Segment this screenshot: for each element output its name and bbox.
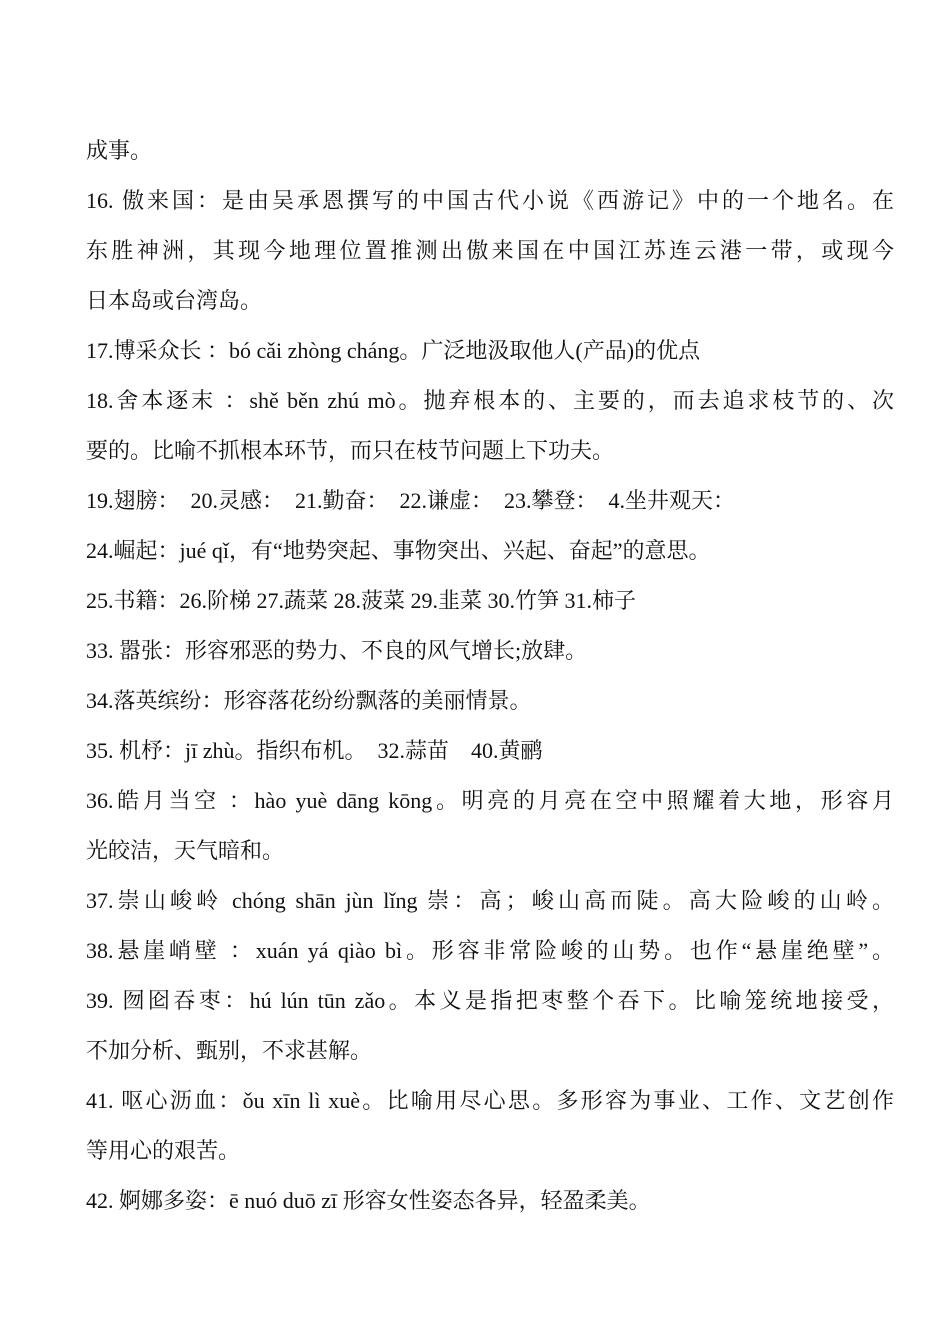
text-line: 33. 嚣张：形容邪恶的势力、不良的风气增长;放肆。 (86, 638, 588, 663)
text-line: 东胜神洲，其现今地理位置推测出傲来国在中国江苏连云港一带，或现今 (86, 238, 894, 263)
text-line: 16. 傲来国：是由吴承恩撰写的中国古代小说《西游记》中的一个地名。在 (86, 188, 894, 213)
text-line: 35. 机杼：jī zhù。指织布机。 32.蒜苗 40.黄鹂 (86, 738, 543, 763)
text-line: 等用心的艰苦。 (86, 1138, 241, 1163)
text-line: 38.悬崖峭壁 ：xuán yá qiào bì。形容非常险峻的山势。也作“悬崖绝壁”。 (86, 938, 894, 963)
text-line: 光皎洁，天气暗和。 (86, 838, 285, 863)
text-line: 37.崇山峻岭 chóng shān jùn lǐng 崇：高；峻山高而陡。高大险峻的山岭。 (86, 888, 894, 913)
text-line: 17.博采众长 ：bó cǎi zhòng cháng。广泛地汲取他人(产品)的优点 (86, 338, 701, 363)
document-page (86, 126, 894, 1226)
text-line: 19.翅膀： 20.灵感： 21.勤奋： 22.谦虚： 23.攀登： 4.坐井观天： (86, 488, 736, 513)
text-line: 日本岛或台湾岛。 (86, 288, 263, 313)
text-line: 25.书籍：26.阶梯 27.蔬菜 28.菠菜 29.韭菜 30.竹笋 31.柿子 (86, 588, 637, 613)
text-line: 36.皓月当空 ：hào yuè dāng kōng。明亮的月亮在空中照耀着大地，形容月 (86, 788, 894, 813)
text-line: 要的。比喻不抓根本环节，而只在枝节问题上下功夫。 (86, 438, 615, 463)
text-line: 24.崛起：jué qǐ，有“地势突起、事物突出、兴起、奋起”的意思。 (86, 538, 711, 563)
text-line: 39. 囫囵吞枣：hú lún tūn zǎo。本义是指把枣整个吞下。比喻笼统地接受， (86, 988, 894, 1013)
text-line: 41. 呕心沥血：ǒu xīn lì xuè。比喻用尽心思。多形容为事业、工作、文艺创作 (86, 1088, 894, 1113)
text-line: 18.舍本逐末 ：shě běn zhú mò。抛弃根本的、主要的，而去追求枝节的、次 (86, 388, 894, 413)
text-line: 不加分析、甄别，不求甚解。 (86, 1038, 373, 1063)
text-line: 42. 婀娜多姿：ē nuó duō zī 形容女性姿态各异，轻盈柔美。 (86, 1188, 651, 1213)
text-line: 成事。 (86, 138, 153, 163)
text-line: 34.落英缤纷：形容落花纷纷飘落的美丽情景。 (86, 688, 532, 713)
